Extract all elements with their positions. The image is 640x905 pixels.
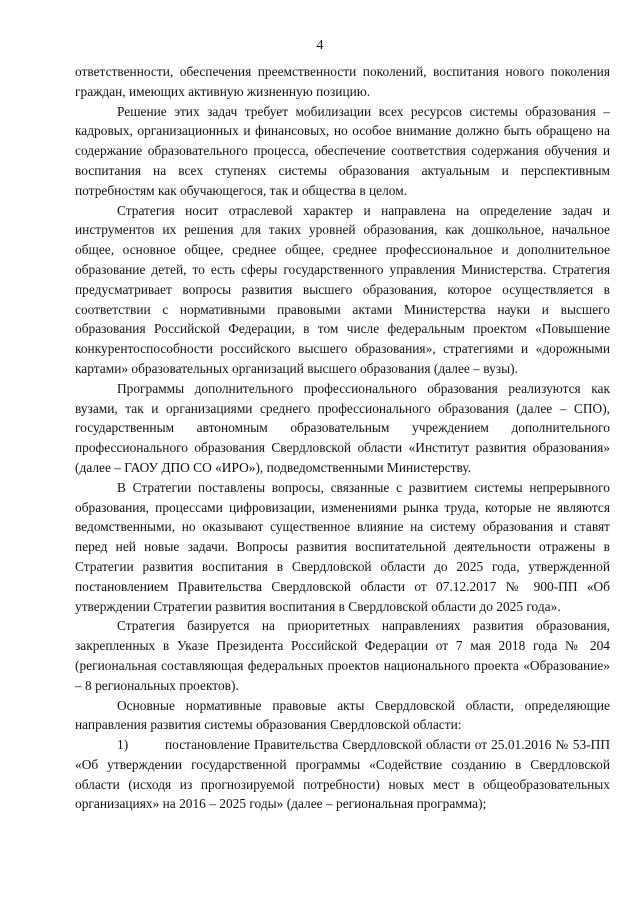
paragraph-strategy-questions: В Стратегии поставлены вопросы, связанные с развитием системы непрерывного образования, процессами цифровизации, изменениями рынка труда, которые не являются ведомственными, но оказывают существенное влияние на систему образования и ставят перед ней новые задачи. Вопросы развития воспитательной деятельности отражены в Стратегии развития воспитания в Свердловской области до 2025 года, утвержденной постановлением Правительства Свердловской области от 07.12.2017 № 900-ПП «Об утверждении Стратегии развития воспитания в Свердловской области до 2025 года».	[75, 479, 610, 614]
paragraph-strategy-scope: Стратегия носит отраслевой характер и направлена на определение задач и инструментов их решения для таких уровней образования, как дошкольное, начальное общее, основное общее, среднее общее, среднее профессиональное и дополнительное образование детей, то есть сферы государственного управления Министерства. Стратегия предусматривает вопросы развития высшего образования, которое осуществляется в соответствии с нормативными правовыми актами Министерства науки и высшего образования Российской Федерации, в том числе федеральным проектом «Повышение конкурентоспособности российского высшего образования», стратегиями и «дорожными картами» образовательных организаций высшего образования (далее – вузы).	[75, 202, 610, 376]
paragraph-additional-programs: Программы дополнительного профессионального образования реализуются как вузами, так и организациями среднего профессионального образования (далее – СПО), государственным автономным образовательным учреждением дополнительного профессионального образования Свердловской области «Институт развития образования» (далее – ГАОУ ДПО СО «ИРО»), подведомственными Министерству.	[75, 380, 610, 475]
paragraph-strategy-basis: Стратегия базируется на приоритетных направлениях развития образования, закрепленных в Указе Президента Российской Федерации от 7 мая 2018 года № 204 (региональная составляющая федеральных проектов национального проекта «Образование» – 8 региональных проектов).	[75, 618, 610, 693]
page-number: 4	[316, 38, 324, 53]
document-body	[75, 62, 610, 814]
paragraph-regulatory-acts: Основные нормативные правовые акты Свердловской области, определяющие направления развития системы образования Свердловской области:	[75, 697, 610, 733]
list-item-number: 1)	[117, 737, 129, 753]
list-item-text: постановление Правительства Свердловской области от 25.01.2016 № 53-ПП «Об утверждении государственной программы «Содействие созданию в Свердловской области (исходя из прогнозируемой потребности) новых мест в общеобразовательных организациях» на 2016 – 2025 годы» (далее – региональная программа);	[75, 737, 610, 812]
list-item	[75, 735, 610, 814]
paragraph-continuation: ответственности, обеспечения преемственности поколений, воспитания нового поколения граждан, имеющих активную жизненную позицию.	[75, 64, 610, 99]
paragraph-tasks-mobilization: Решение этих задач требует мобилизации всех ресурсов системы образования – кадровых, организационных и финансовых, но особое внимание должно быть обращено на содержание образовательного процесса, обеспечение соответствия содержания обучения и воспитания на всех ступенях системы образования актуальным и перспективным потребностям как обучающегося, так и общества в целом.	[75, 103, 610, 198]
